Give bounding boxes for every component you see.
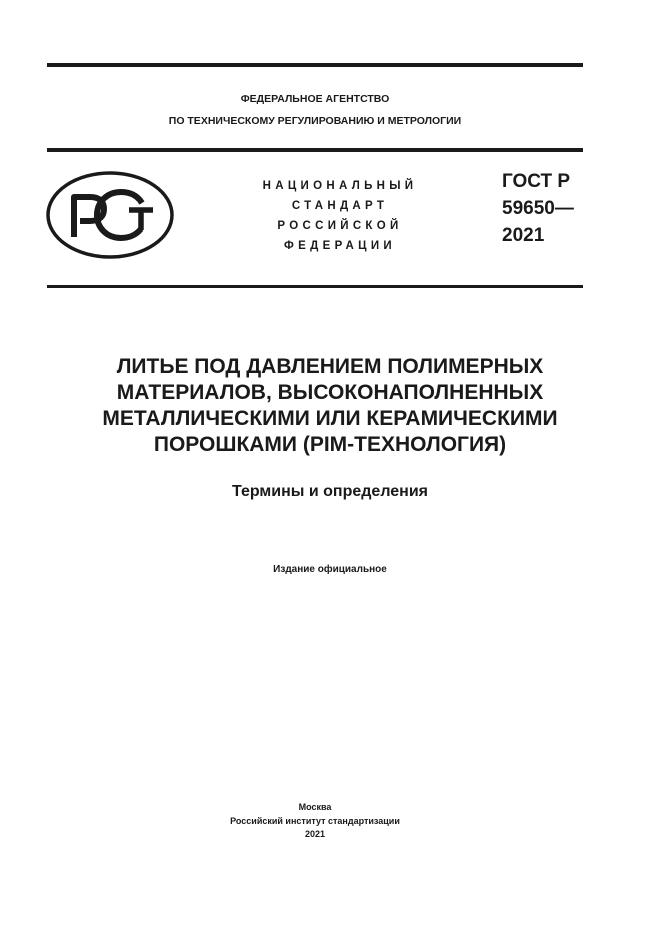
gost-r-logo-icon [46,171,174,259]
designation-line-3: 2021 [502,225,545,246]
imprint-publisher: Российский институт стандартизации [230,815,400,826]
standard-type-line-2: СТАНДАРТ [291,200,389,212]
imprint [47,801,583,842]
standard-type-line-3: РОССИЙСКОЙ [277,220,403,232]
header-bottom-rule [47,285,583,288]
header-rule [47,148,583,152]
title-line-1: ЛИТЬЕ ПОД ДАВЛЕНИЕМ ПОЛИМЕРНЫХ [116,355,544,378]
standard-designation [502,168,574,249]
document-title [47,354,613,458]
edition-note: Издание официальное [273,564,387,575]
designation-line-1: ГОСТ Р [502,171,571,192]
top-rule [47,63,583,67]
agency-line-1: ФЕДЕРАЛЬНОЕ АГЕНТСТВО [240,93,390,105]
imprint-city: Москва [298,802,332,812]
designation-line-2: 59650— [502,198,574,219]
title-line-3: МЕТАЛЛИЧЕСКИМИ ИЛИ КЕРАМИЧЕСКИМИ [102,407,558,430]
title-line-2: МАТЕРИАЛОВ, ВЫСОКОНАПОЛНЕННЫХ [116,381,544,404]
title-line-4: ПОРОШКАМИ (PIM-ТЕХНОЛОГИЯ) [153,433,507,456]
agency-name [47,88,583,132]
standard-type [240,176,440,256]
standard-type-line-4: ФЕДЕРАЦИИ [284,240,396,252]
document-subtitle: Термины и определения [231,483,428,500]
imprint-year: 2021 [304,829,326,839]
standard-type-line-1: НАЦИОНАЛЬНЫЙ [262,180,418,192]
agency-line-2: ПО ТЕХНИЧЕСКОМУ РЕГУЛИРОВАНИЮ И МЕТРОЛОГИИ [168,115,462,127]
